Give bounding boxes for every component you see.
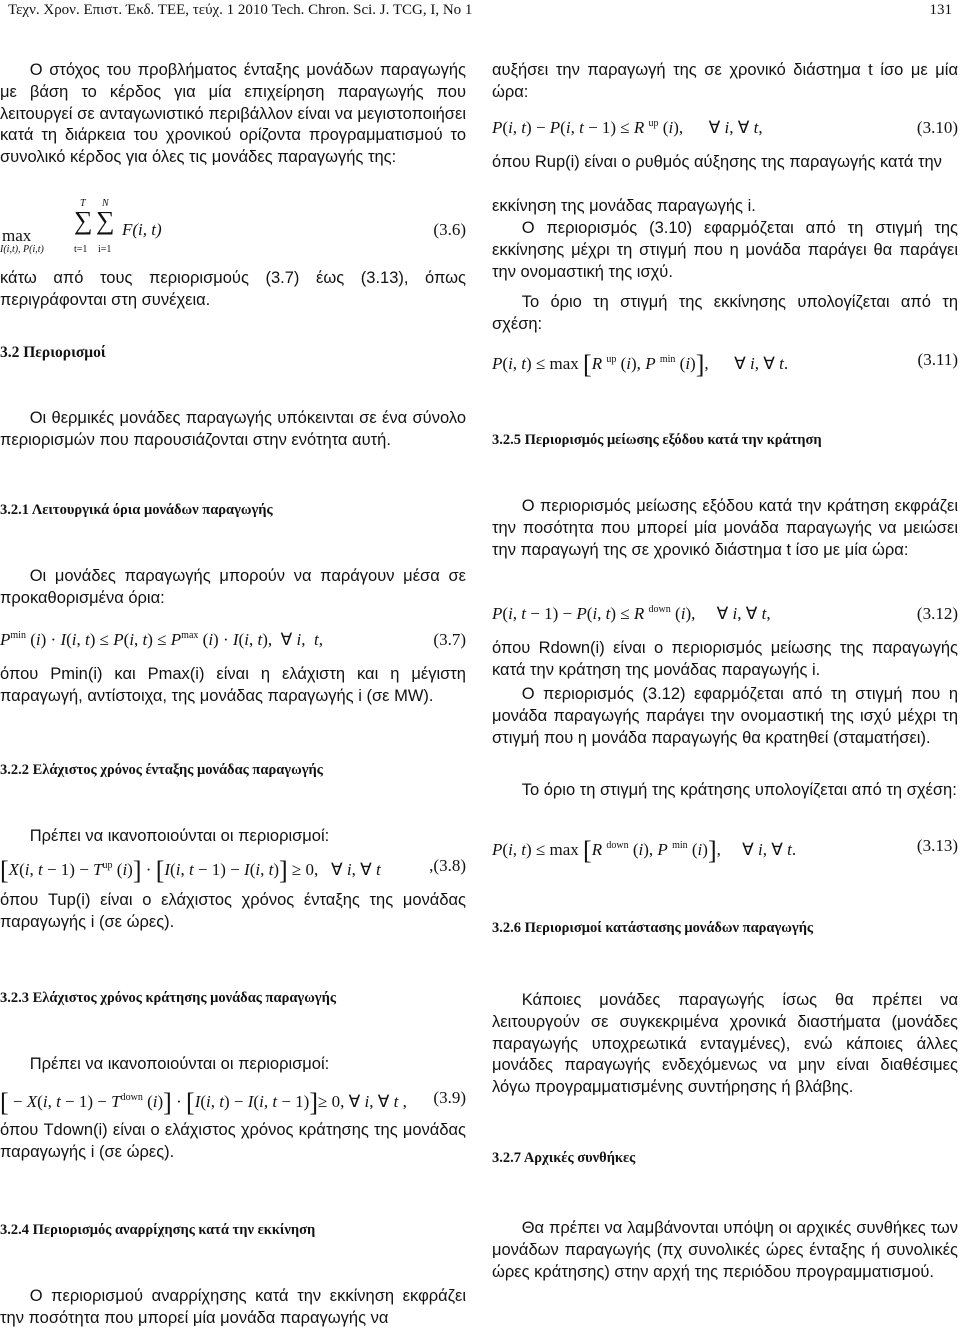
after-eq312: όπου Rdown(i) είναι ο περιορισμός μείωσης της παραγωγής κατά την κράτηση της μονάδας παραγωγής i. <box>492 639 958 679</box>
paragraph-3-10: Ο περιορισμός (3.10) εφαρμόζεται από τη στιγμή της εκκίνησης μέχρι τη στιγμή που η μονάδα παράγει θα παράγει την ονομαστική της ισχύ. <box>492 219 958 281</box>
after-eq36: κάτω από τους περιορισμούς (3.7) έως (3.13), όπως περιγράφονται στη συνέχεια. <box>0 269 466 309</box>
page-number: 131 <box>929 2 952 18</box>
paragraph-3-2-5: Ο περιορισμός μείωσης εξόδου κατά την κράτηση εκφράζει την ποσότητα που μπορεί μία μονάδα παραγωγής να μειώσει την παραγωγή της σε χρονικό διάστημα t ίσο με μία ώρα: <box>492 497 958 559</box>
equation-3-13: P(i, t) ≤ max [R $^{down}$ (i), P $^{min}$ (i)], ∀ i, ∀ t. (3.13) <box>492 836 958 865</box>
heading-3-2: 3.2 Περιορισμοί <box>0 344 106 361</box>
paragraph-3-2-3: Πρέπει να ικανοποιούνται οι περιορισμοί: <box>29 1055 330 1073</box>
paragraph-3-2-2: Πρέπει να ικανοποιούνται οι περιορισμοί: <box>29 827 330 845</box>
heading-3-2-5: 3.2.5 Περιορισμός μείωσης εξόδου κατά την κράτηση <box>492 432 822 448</box>
after-eq37: όπου Pmin(i) και Pmax(i) είναι η ελάχιστη και η μέγιστη παραγωγή, αντίστοιχα, της μονάδας παραγωγής i (σε MW). <box>0 665 466 705</box>
heading-3-2-3: 3.2.3 Ελάχιστος χρόνος κράτησης μονάδας παραγωγής <box>0 990 336 1006</box>
equation-3-10: P(i, t) − P(i, t − 1) ≤ R $^{up}$ (i), ∀ i, ∀ t, (3.10) <box>492 118 958 137</box>
heading-3-2-4: 3.2.4 Περιορισμός αναρρίχησης κατά την εκκίνηση <box>0 1222 316 1238</box>
heading-3-2-1: 3.2.1 Λειτουργικά όρια μονάδων παραγωγής <box>0 502 273 518</box>
equation-3-12: P(i, t − 1) − P(i, t) ≤ R $^{down}$ (i), ∀ i, ∀ t, (3.12) <box>492 604 958 623</box>
equation-3-11: P(i, t) ≤ max [R $^{up}$ (i), P $^{min}$ (i)], ∀ i, ∀ t. (3.11) <box>492 350 958 379</box>
paragraph-3-2-6: Κάποιες μονάδες παραγωγής ίσως θα πρέπει να λειτουργούν σε συγκεκριμένα χρονικά διαστήματα (μονάδες παραγωγής υποχρεωτικά ενταγμένες), ενώ κάποιες άλλες μονάδες παραγωγής ενδεχόμενως να μην είναι διαθέσιμες λόγω προγραμματισμένης συντήρησης ή βλάβης. <box>492 991 958 1097</box>
after-eq310-b: εκκίνηση της μονάδας παραγωγής i. <box>492 197 756 215</box>
right-continuation: αυξήσει την παραγωγή της σε χρονικό διάστημα t ίσο με μία ώρα: <box>492 61 958 101</box>
after-eq39: όπου Tdown(i) είναι ο ελάχιστος χρόνος κράτησης της μονάδας παραγωγής i (σε ώρες). <box>0 1121 466 1161</box>
paragraph-3-12-b: Το όριο τη στιγμή της κράτησης υπολογίζεται από τη σχέση: <box>521 781 957 799</box>
after-eq310-a: όπου Rup(i) είναι ο ρυθμός αύξησης της παραγωγής κατά την <box>492 153 942 171</box>
equation-3-9: [ − X(i, $t - 1) - T^{down}$ (i)] · [I(i, t) − I(i, t − 1)]≥ 0, ∀ i, ∀ t , (3.9) <box>0 1088 466 1117</box>
heading-3-2-6: 3.2.6 Περιορισμοί κατάστασης μονάδων παραγωγής <box>492 920 814 936</box>
heading-3-2-7: 3.2.7 Αρχικές συνθήκες <box>492 1150 636 1166</box>
paragraph-3-2-4: Ο περιορισμού αναρρίχησης κατά την εκκίνηση εκφράζει την ποσότητα που μπορεί μία μονάδα παραγωγής να <box>0 1287 466 1327</box>
intro-paragraph: Ο στόχος του προβλήματος ένταξης μονάδων παραγωγής με βάση το κέρδος για μία επιχείρηση παραγωγής που λειτουργεί σε ανταγωνιστικό περιβάλλον είναι να μεγιστοποιήσει κατά τη διάρκεια του χρονικού ορίζοντα προγραμματισμού το συνολικό κέρδος για όλες τις μονάδες παραγωγής της: <box>0 61 466 167</box>
heading-3-2-2: 3.2.2 Ελάχιστος χρόνος ένταξης μονάδας παραγωγής <box>0 762 323 778</box>
running-header <box>8 2 952 24</box>
paragraph-3-10-b: Το όριο τη στιγμή της εκκίνησης υπολογίζεται από τη σχέση: <box>492 293 958 333</box>
paragraph-3-12: Ο περιορισμός (3.12) εφαρμόζεται από τη στιγμή που η μονάδα παραγωγής παράγει την ονομαστική της ισχύ μέχρι τη στιγμή που η μονάδα παραγωγής θα κρατηθεί (σταματήσει). <box>492 685 958 747</box>
paragraph-3-2-1: Οι μονάδες παραγωγής μπορούν να παράγουν μέσα σε προκαθορισμένα όρια: <box>0 567 466 607</box>
journal-citation: Τεχν. Χρον. Επιστ. Έκδ. ΤΕΕ, τεύχ. 1 2010 Tech. Chron. Sci. J. TCG, I, No 1 <box>8 2 473 18</box>
paragraph-3-2-7: Θα πρέπει να λαμβάνονται υπόψη οι αρχικές συνθήκες των μονάδων παραγωγής (πχ συνολικές ώρες ένταξης ή συνολικές ώρες κράτησης) στην αρχή της περιόδου προγραμματισμού. <box>492 1219 958 1281</box>
equation-3-7: $P^{min}$ (i) · I(i, t) ≤ P(i, $t) \le P^{max}$ (i) · I(i, t), ∀ i, t, (3.7) <box>0 630 466 649</box>
equation-3-8: [X(i, $t - 1) - T^{up}$ (i)] · [I(i, t − 1) − I(i, t)] ≥ 0, ∀ i, ∀ t ,(3.8) <box>0 856 466 885</box>
after-eq38: όπου Tup(i) είναι ο ελάχιστος χρόνος ένταξης της μονάδας παραγωγής i (σε ώρες). <box>0 891 466 931</box>
equation-3-6: max I(i,t), P(i,t) T ∑ t=1 N ∑ i=1 F(i, t) (3.6) <box>0 198 466 255</box>
paragraph-3-2: Οι θερμικές μονάδες παραγωγής υπόκεινται σε ένα σύνολο περιορισμών που παρουσιάζονται στην ενότητα αυτή. <box>0 409 466 449</box>
